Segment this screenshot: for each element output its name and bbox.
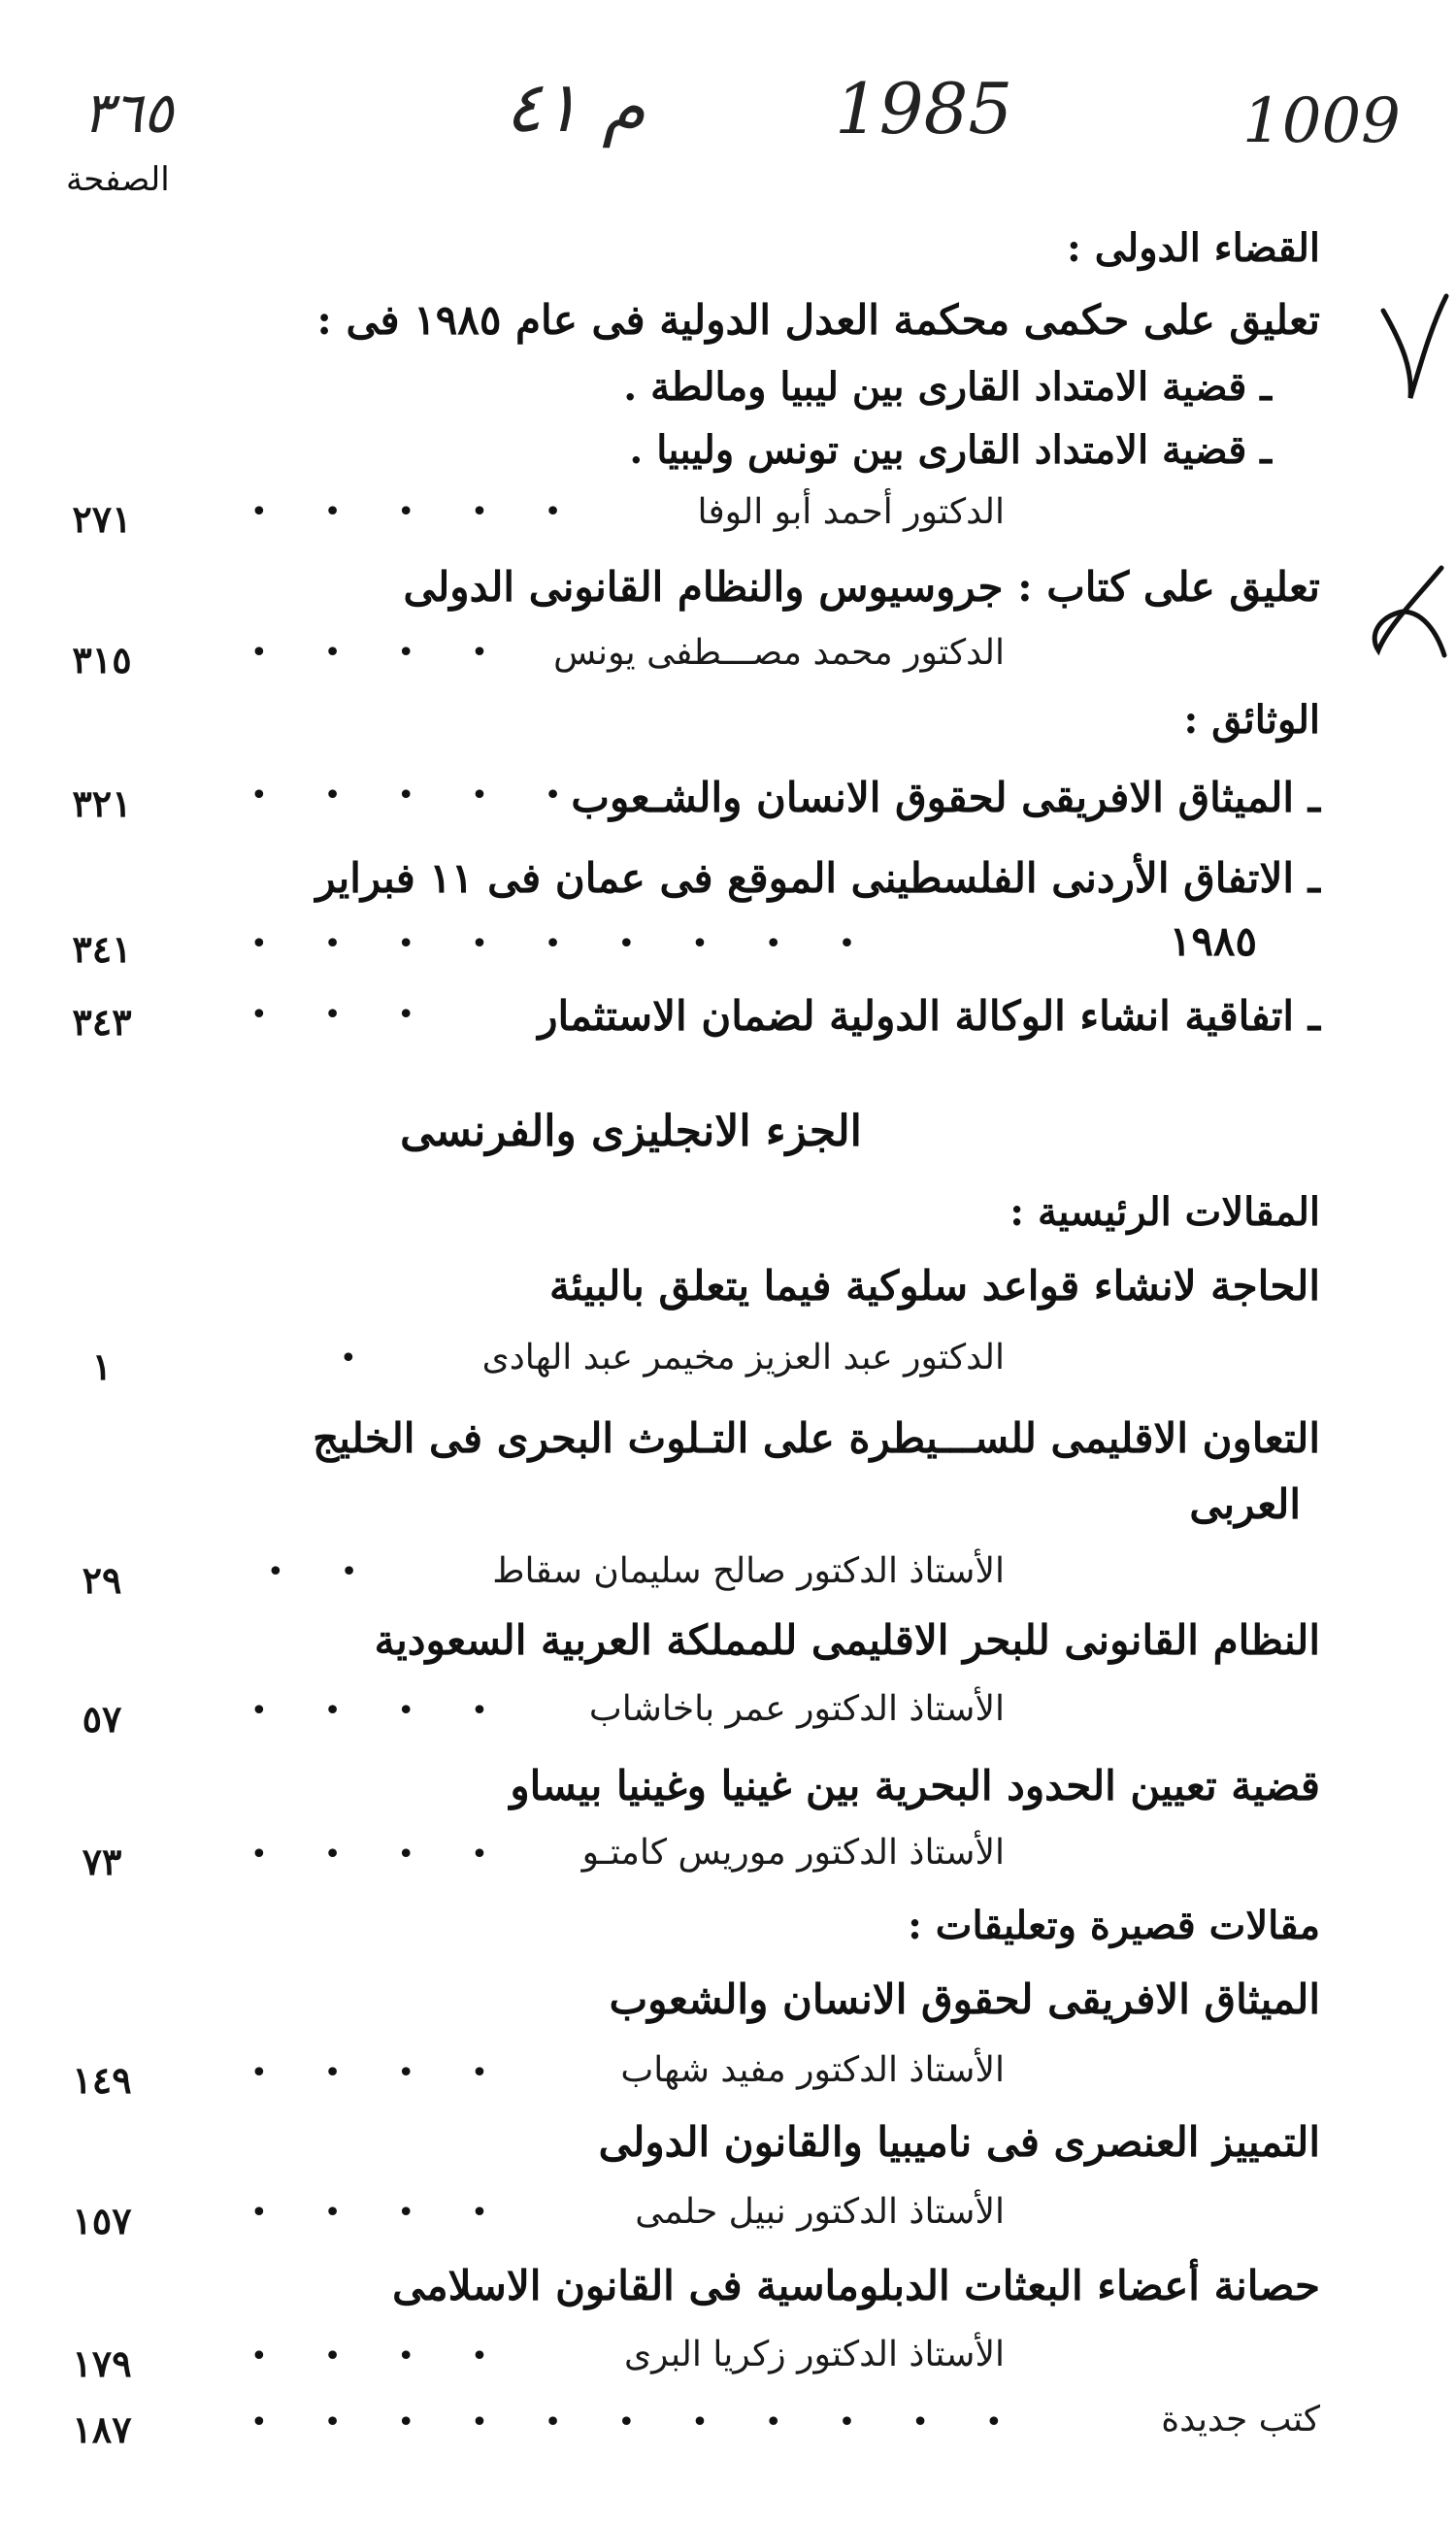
section-heading-intl-judiciary: القضاء الدولى : <box>1067 225 1320 271</box>
leader-dots: ••••• <box>250 495 618 529</box>
leader-dots: ••••••••••• <box>250 2406 1059 2439</box>
section-heading-main-articles: المقالات الرئيسية : <box>1009 1189 1320 1235</box>
article-author: الأستاذ الدكتور موريس كامتـو <box>581 1833 1005 1873</box>
document-title: ـ الميثاق الافريقى لحقوق الانسان والشـعوب <box>571 774 1320 821</box>
short-article-title: الميثاق الافريقى لحقوق الانسان والشعوب <box>609 1975 1320 2023</box>
entry-subtitle: ـ قضية الامتداد القارى بين تونس وليبيا . <box>629 427 1272 473</box>
page-number: ٣٢١ <box>72 781 132 825</box>
short-article-author: الأستاذ الدكتور زكريا البرى <box>624 2335 1005 2374</box>
article-author: الأستاذ الدكتور صالح سليمان سقاط <box>492 1551 1005 1591</box>
leader-dots: •••• <box>250 2056 545 2090</box>
section-heading-documents: الوثائق : <box>1183 697 1320 743</box>
part-heading: الجزء الانجليزى والفرنسى <box>400 1107 862 1156</box>
article-title: قضية تعيين الحدود البحرية بين غينيا وغينيا بيساو <box>510 1762 1320 1809</box>
handwritten-number: 1009 <box>1242 85 1401 157</box>
cross-mark-icon <box>1359 558 1451 665</box>
page-number: ٣٤٣ <box>72 1000 132 1044</box>
entry-subtitle: ـ قضية الامتداد القارى بين ليبيا ومالطة . <box>623 364 1272 410</box>
page-number: ١ <box>91 1344 113 1388</box>
page-number: ٢٩ <box>82 1558 122 1602</box>
page-number: ٢٧١ <box>72 497 132 541</box>
handwritten-year: 1985 <box>835 68 1013 149</box>
page-number: ١٥٧ <box>72 2199 132 2242</box>
page-number: ١٧٩ <box>72 2341 132 2385</box>
check-mark-icon <box>1373 291 1451 408</box>
page-number: ٧٣ <box>82 1840 122 1883</box>
leader-dots: •••• <box>250 636 545 670</box>
entry-author: الدكتور أحمد أبو الوفا <box>697 492 1005 532</box>
handwritten-issue: م ٤١ <box>505 66 645 148</box>
short-article-title: حصانة أعضاء البعثات الدبلوماسية فى القانون الاسلامى <box>392 2262 1320 2309</box>
new-books-label: كتب جديدة <box>1161 2400 1320 2439</box>
page-number: ٥٧ <box>82 1697 122 1741</box>
short-article-author: الأستاذ الدكتور مفيد شهاب <box>620 2050 1005 2090</box>
handwritten-page-note: ٣٦٥ <box>83 80 174 146</box>
entry-title: تعليق على حكمى محكمة العدل الدولية فى عام ١٩٨٥ فى : <box>316 296 1320 344</box>
article-title: الحاجة لانشاء قواعد سلوكية فيما يتعلق بالبيئة <box>549 1262 1320 1310</box>
leader-dots: • <box>340 1342 414 1376</box>
page-number: ٣٤١ <box>72 927 132 971</box>
article-title: النظام القانونى للبحر الاقليمى للمملكة العربية السعودية <box>374 1616 1320 1664</box>
article-author: الدكتور عبد العزيز مخيمر عبد الهادى <box>481 1338 1005 1377</box>
leader-dots: •• <box>267 1555 414 1589</box>
page-number: ١٨٧ <box>72 2407 132 2451</box>
entry-title: تعليق على كتاب : جروسيوس والنظام القانونى الدولى <box>403 563 1320 611</box>
leader-dots: ••••••••• <box>250 927 912 961</box>
page-number: ١٤٩ <box>72 2058 132 2102</box>
short-article-title: التمييز العنصرى فى ناميبيا والقانون الدولى <box>598 2118 1320 2166</box>
article-author: الأستاذ الدكتور عمر باخاشاب <box>588 1689 1005 1729</box>
document-title-cont: ١٩٨٥ <box>1169 917 1257 965</box>
article-title: التعاون الاقليمى للســـيطرة على التـلوث البحرى فى الخليج <box>313 1414 1320 1462</box>
entry-author: الدكتور محمد مصـــطفى يونس <box>553 633 1005 673</box>
document-title: ـ اتفاقية انشاء الوكالة الدولية لضمان الاستثمار <box>538 992 1320 1040</box>
section-heading-short-articles: مقالات قصيرة وتعليقات : <box>908 1903 1320 1948</box>
short-article-author: الأستاذ الدكتور نبيل حلمى <box>635 2192 1005 2232</box>
leader-dots: ••••• <box>250 779 618 813</box>
page-number: ٣١٥ <box>72 638 132 681</box>
leader-dots: ••• <box>250 998 472 1032</box>
leader-dots: •••• <box>250 1694 545 1728</box>
leader-dots: •••• <box>250 1838 545 1872</box>
leader-dots: •••• <box>250 2196 545 2230</box>
page-column-label: الصفحة <box>66 160 170 199</box>
document-title: ـ الاتفاق الأردنى الفلسطينى الموقع فى عمان فى ١١ فبراير <box>315 854 1320 902</box>
leader-dots: •••• <box>250 2339 545 2373</box>
article-title-cont: العربى <box>1189 1480 1301 1528</box>
